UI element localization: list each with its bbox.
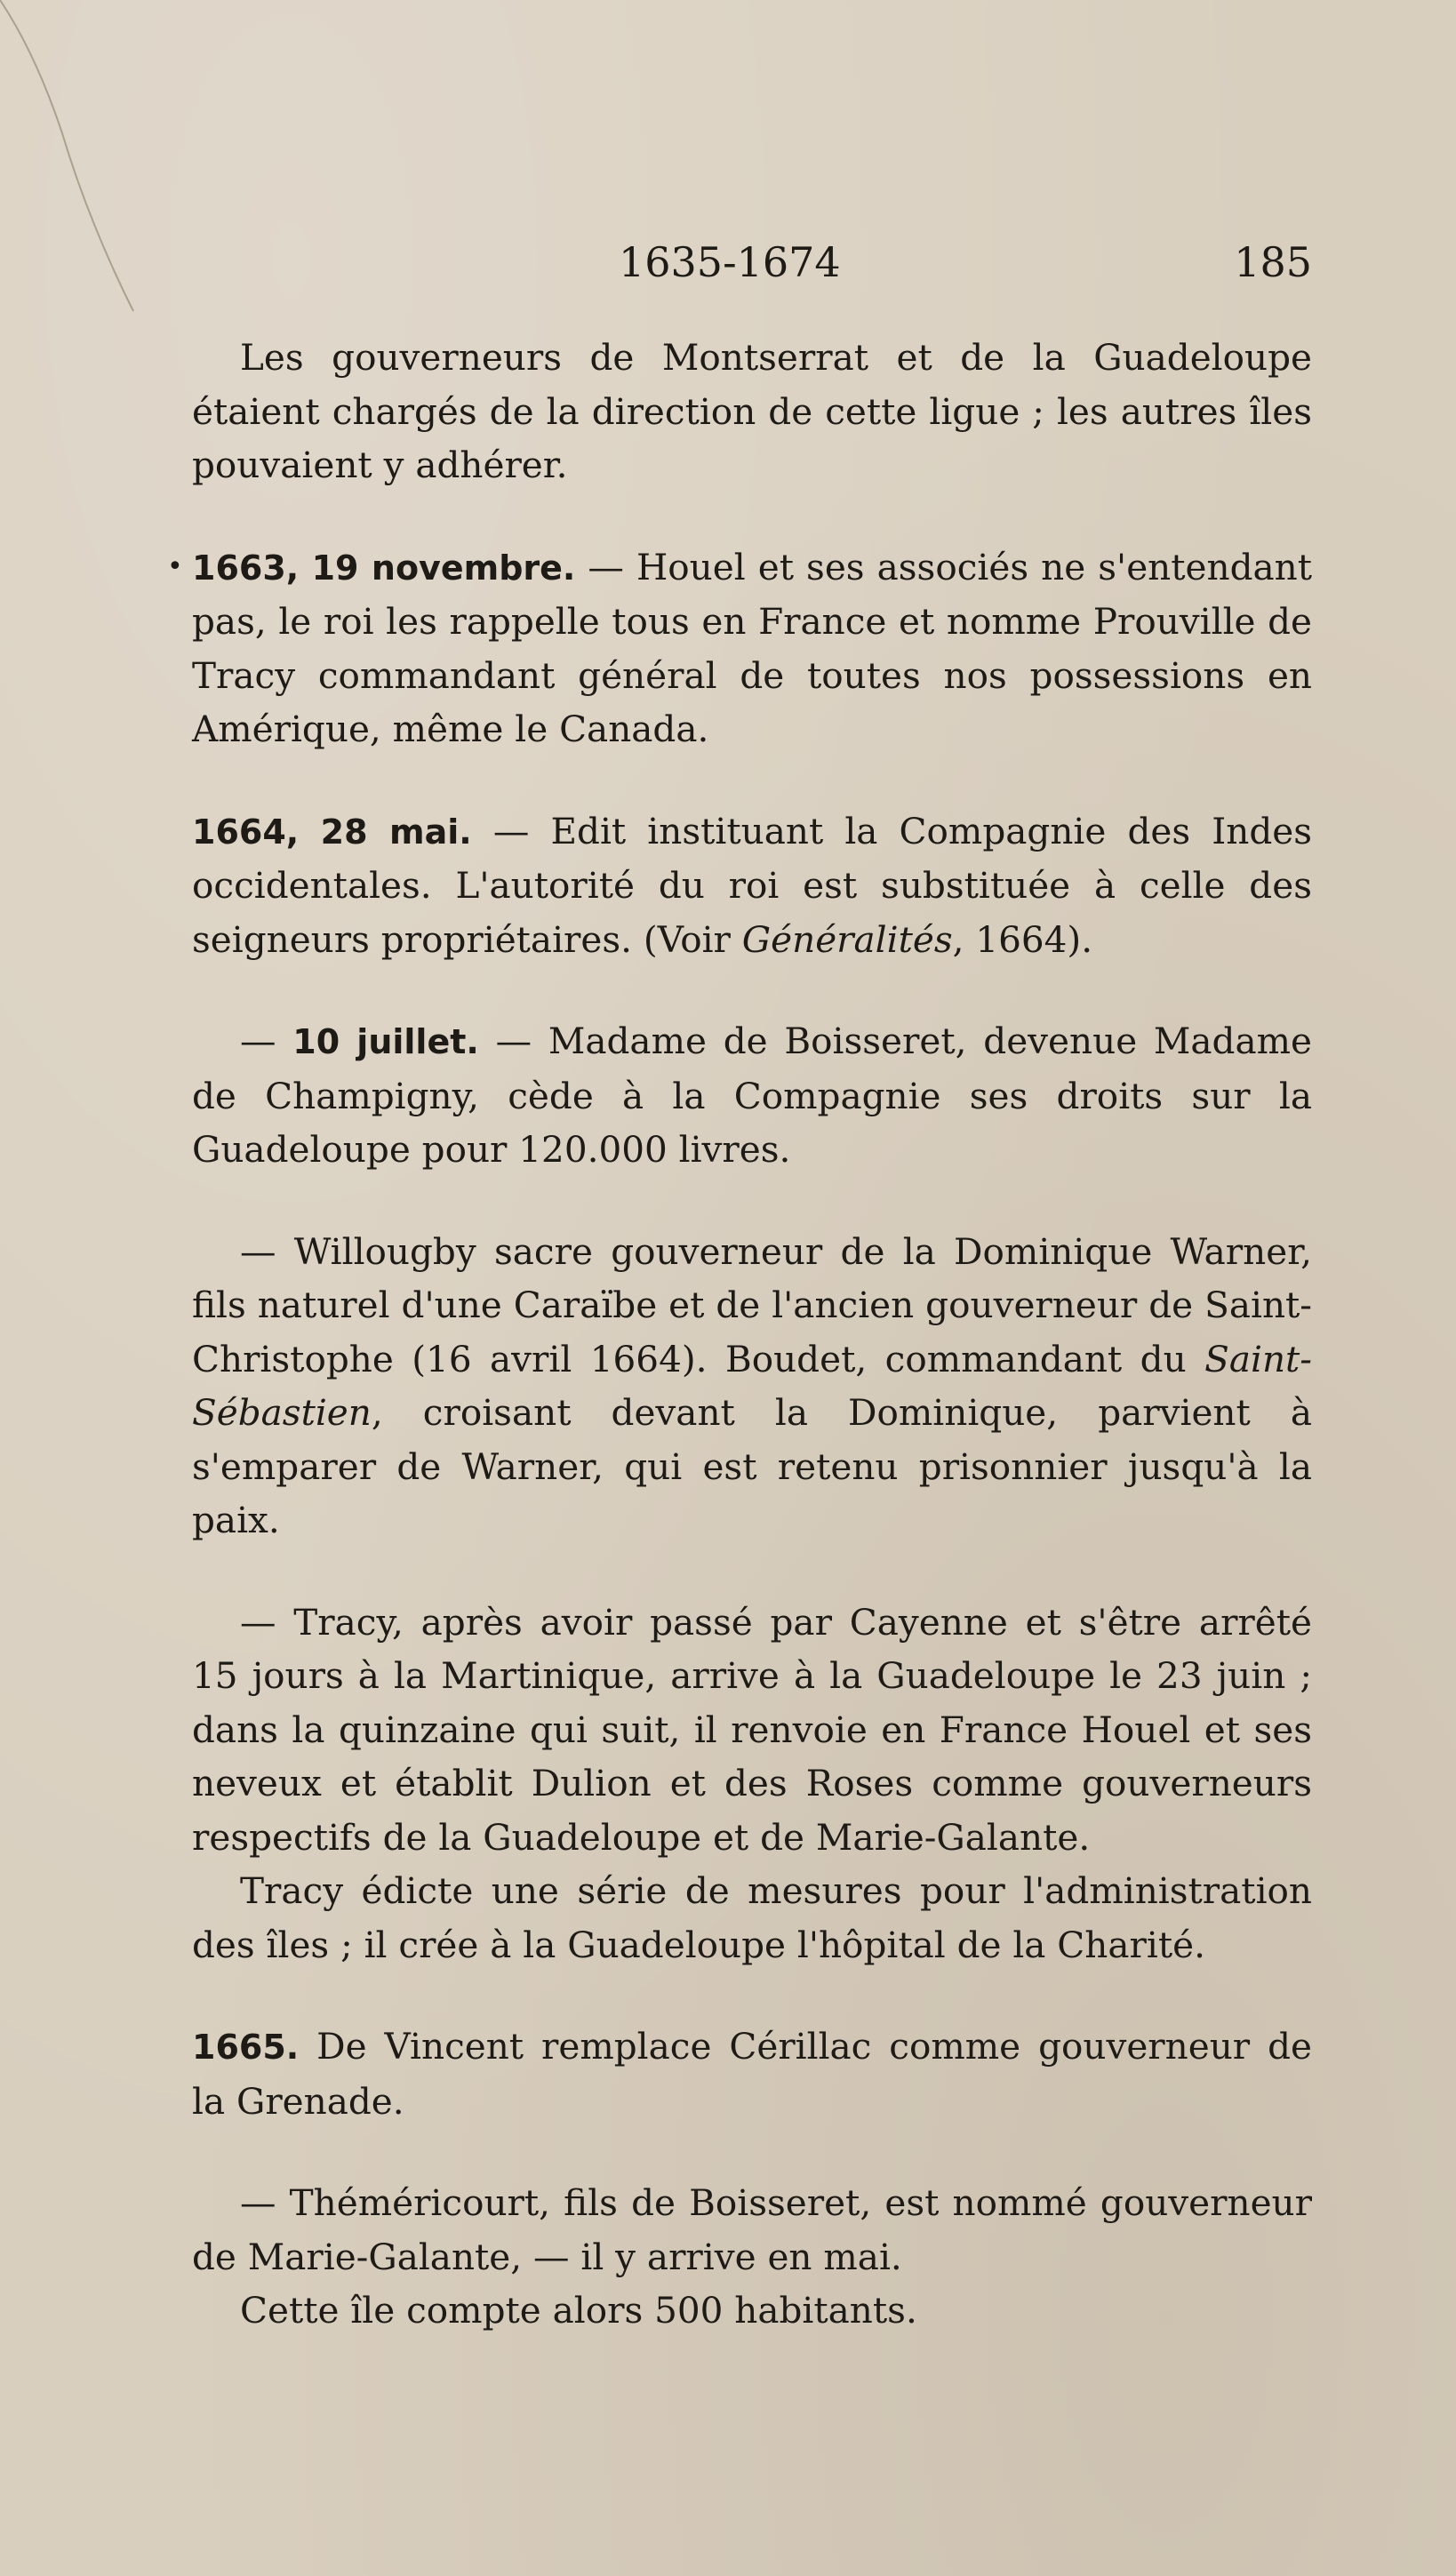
page-fold-mark <box>0 0 142 320</box>
entry-1663: • 1663, 19 novembre. — Houel et ses associés ne s'entendant pas, le roi les rappelle tous en France et nomme Prouville de Tracy commandant général de toutes nos possessions en Amérique, même le Canada. <box>192 540 1312 756</box>
running-title: 1635-1674 <box>619 238 841 286</box>
paragraph-tracy: — Tracy, après avoir passé par Cayenne et s'être arrêté 15 jours à la Martinique, arrive à la Guadeloupe le 23 juin ; dans la quinzaine qui suit, il renvoie en France Houel et ses neveux et établit Dulion et des Roses comme gouverneurs respectifs de la Guadeloupe et de Marie-Galante. <box>192 1600 1312 1859</box>
entry-date: 1664, 28 mai. <box>192 812 472 852</box>
entry-1664-mai: 1664, 28 mai. — Edit instituant la Compagnie des Indes occidentales. L'autorité du roi est substituée à celle des seigneurs propriétaires. (Voir Généralités, 1664). <box>192 809 1312 961</box>
running-header <box>192 238 1312 300</box>
entry-1664-juillet: — 10 juillet. — Madame de Boisseret, devenue Madame de Champigny, cède à la Compagnie ses droits sur la Guadeloupe pour 120.000 livres. <box>192 1020 1312 1171</box>
paragraph-ligue: Les gouverneurs de Montserrat et de la Guadeloupe étaient chargés de la direction de cette ligue ; les autres îles pouvaient y adhérer. <box>192 336 1312 486</box>
page-number: 185 <box>1234 238 1312 286</box>
paragraph-habitants: Cette île compte alors 500 habitants. <box>240 2289 917 2332</box>
entry-date: 1663, 19 novembre. <box>192 548 576 588</box>
paragraph-tracy-mesures: Tracy édicte une série de mesures pour l'administration des îles ; il crée à la Guadeloupe l'hôpital de la Charité. <box>192 1869 1312 1966</box>
entry-date: 10 juillet. <box>292 1022 479 1061</box>
entry-1665: 1665. De Vincent remplace Cérillac comme gouverneur de la Grenade. <box>192 2025 1312 2123</box>
paragraph-willougby: — Willougby sacre gouverneur de la Dominique Warner, fils naturel d'une Caraïbe et de l'ancien gouverneur de Saint-Christophe (16 avril 1664). Boudet, commandant du Saint-Sébastien, croisant devant la Dominique, parvient à s'emparer de Warner, qui est retenu prisonnier jusqu'à la paix. <box>192 1229 1312 1541</box>
body-text <box>167 331 1312 2386</box>
margin-mark: • <box>167 550 183 582</box>
paragraph-themericourt: — Théméricourt, fils de Boisseret, est nommé gouverneur de Marie-Galante, — il y arrive en mai. <box>192 2181 1312 2278</box>
entry-date: 1665. <box>192 2028 300 2067</box>
